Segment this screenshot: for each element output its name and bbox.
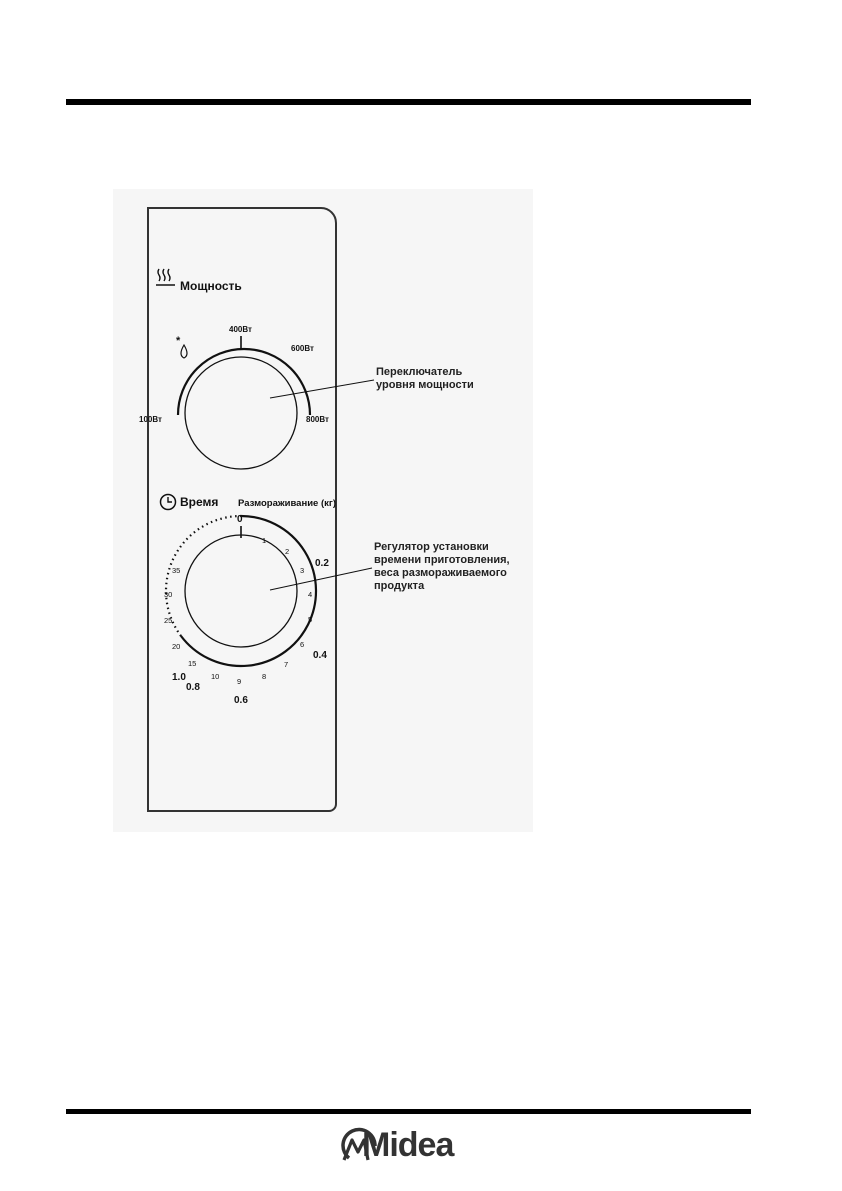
power-400: 400Вт — [229, 325, 252, 334]
weight-0-6: 0.6 — [234, 695, 248, 706]
footer-rule — [66, 1109, 751, 1114]
weight-0-8: 0.8 — [186, 682, 200, 693]
minute-7: 7 — [284, 660, 289, 669]
minute-35: 35 — [172, 566, 181, 575]
minute-6: 6 — [300, 640, 305, 649]
minute-5: 5 — [308, 615, 313, 624]
minute-8: 8 — [262, 672, 267, 681]
timer-dotted-arc — [166, 516, 241, 636]
power-100: 100Вт — [139, 415, 162, 424]
minute-9: 9 — [237, 677, 242, 686]
weight-0-2: 0.2 — [315, 558, 329, 569]
power-800: 800Вт — [306, 415, 329, 424]
weight-1-0: 1.0 — [172, 672, 186, 683]
heat-icon — [156, 269, 175, 285]
minute-2: 2 — [285, 547, 290, 556]
minute-30: 30 — [164, 590, 173, 599]
minute-25: 25 — [164, 616, 173, 625]
minute-10: 10 — [211, 672, 220, 681]
power-callout-line — [270, 380, 374, 398]
power-title: Мощность — [180, 279, 242, 293]
minute-3: 3 — [300, 566, 305, 575]
brand-logo: Midea — [362, 1126, 454, 1164]
defrost-drop-icon — [176, 335, 187, 358]
power-knob[interactable] — [185, 357, 297, 469]
clock-icon — [161, 495, 176, 510]
minute-15: 15 — [188, 659, 197, 668]
minute-4: 4 — [308, 590, 313, 599]
power-600: 600Вт — [291, 344, 314, 353]
timer-callout-line — [270, 568, 372, 590]
minute-1: 1 — [262, 536, 267, 545]
timer-title: Время — [180, 495, 219, 509]
svg-text:*: * — [176, 335, 181, 347]
timer-zero: 0 — [237, 514, 243, 525]
timer-callout: Регулятор установки времени приготовления, веса размораживаемого продукта — [374, 541, 510, 592]
timer-knob[interactable] — [185, 535, 297, 647]
power-scale-arc — [178, 349, 310, 415]
timer-scale-arc — [181, 516, 316, 666]
power-callout: Переключатель уровня мощности — [376, 366, 474, 391]
defrost-title: Размораживание (кг) — [238, 498, 337, 509]
minute-20: 20 — [172, 642, 181, 651]
weight-0-4: 0.4 — [313, 650, 327, 661]
